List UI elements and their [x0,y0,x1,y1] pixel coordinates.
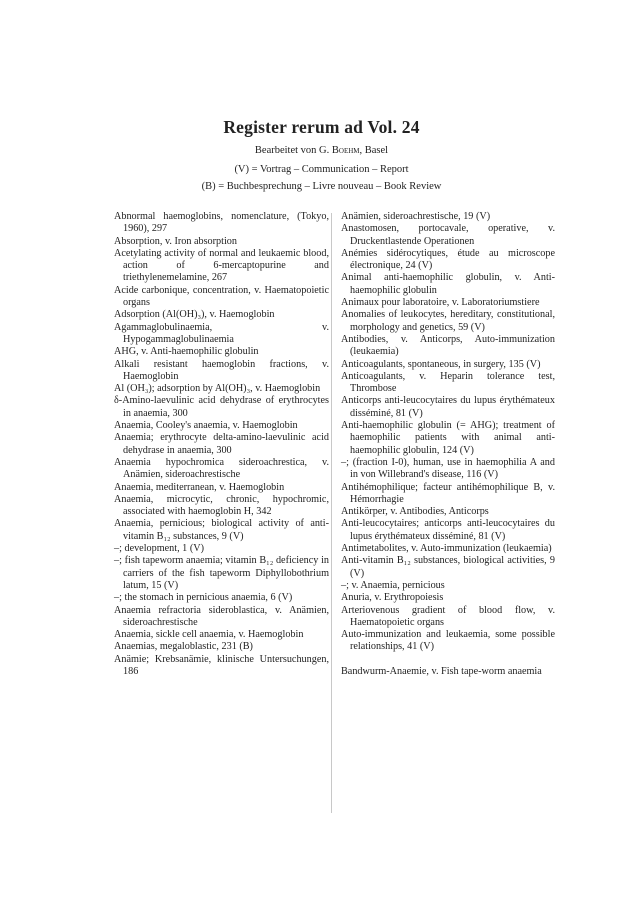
author-suffix: , Basel [359,145,389,156]
index-entry: –; the stomach in pernicious anaemia, 6 (V) [114,592,293,604]
author-line [0,145,643,156]
index-entry: Alkali resistant haemoglobin fractions, v. Haemoglobin [114,358,329,382]
index-entry: Acide carbonique, concentration, v. Haematopoietic organs [114,284,329,309]
index-entry: Al (OH₃); adsorption by Al(OH)₃, v. Haemoglobin [114,383,321,395]
index-entry: Auto-immunization and leukaemia, some possible relationships, 41 (V) [341,629,555,653]
page-title: Register rerum ad Vol. 24 [223,117,420,137]
legend-vortrag: (V) = Vortrag – Communication – Report [234,164,409,175]
index-entry: Acetylating activity of normal and leukaemic blood, action of 6-mercaptopurine and triethylenemelamine, 267 [114,247,329,284]
index-entry: Anémies sidérocytiques, étude au microscope électronique, 24 (V) [341,247,555,272]
index-entry: Anaemias, megaloblastic, 231 (B) [114,641,253,653]
index-entry: Agammaglobulinaemia, v. Hypogammaglobulinaemia [114,321,329,345]
index-entry: AHG, v. Anti-haemophilic globulin [114,346,259,358]
index-entry: Anämien, sideroachrestische, 19 (V) [341,211,491,222]
index-entry: Animaux pour laboratoire, v. Laboratoriumstiere [341,297,540,309]
author-name: Boehm [331,145,360,156]
index-entry: –; (fraction I-0), human, use in haemophilia A and in von Willebrand's disease, 116 (V) [341,456,555,481]
index-column-right [341,211,555,678]
index-entry: Anti-leucocytaires; anticorps anti-leucocytaires du lupus érythémateux disséminé, 81 (V) [341,518,555,542]
index-entry: δ-Amino-laevulinic acid dehydrase of erythrocytes in anaemia, 300 [114,395,329,419]
index-entry: Abnormal haemoglobins, nomenclature, (Tokyo, 1960), 297 [114,211,329,235]
index-entry: Bandwurm-Anaemie, v. Fish tape-worm anaemia [341,665,542,677]
index-entry: Anuria, v. Erythropoiesis [341,592,444,604]
legend-buchbesprechung: (B) = Buchbesprechung – Livre nouveau – Book Review [201,181,442,192]
index-entry: Anaemia, microcytic, chronic, hypochromic, associated with haemoglobin H, 342 [114,493,329,518]
index-entry: Anaemia, sickle cell anaemia, v. Haemoglobin [114,629,304,641]
index-entry: Anomalies of leukocytes, hereditary, constitutional, morphology and genetics, 59 (V) [341,309,555,333]
index-entry: Anaemia, mediterranean, v. Haemoglobin [114,481,285,493]
index-entry: Absorption, v. Iron absorption [114,235,237,247]
index-entry: Antimetabolites, v. Auto-immunization (leukaemia) [341,543,552,555]
index-entry: Antihémophilique; facteur antihémophilique B, v. Hémorrhagie [341,481,555,505]
index-entry: Anaemia hypochromica sideroachrestica, v. Anämien, sideroachrestische [114,456,329,481]
index-entry: –; v. Anaemia, pernicious [341,579,445,591]
author-prefix: Bearbeitet von G. [254,145,330,156]
index-entry: Anaemia; erythrocyte delta-amino-laevulinic acid dehydrase in anaemia, 300 [114,432,329,456]
index-entry: Arteriovenous gradient of blood flow, v. Haematopoietic organs [341,604,555,628]
index-entry: Anticoagulants, spontaneous, in surgery, 135 (V) [341,358,541,370]
index-entry: Anaemia, pernicious; biological activity of anti-vitamin B₁₂ substances, 9 (V) [114,518,329,542]
index-entry: Adsorption (Al(OH)₃), v. Haemoglobin [114,309,275,321]
column-divider [331,213,332,813]
index-column-left [114,211,329,678]
index-entry: Anaemia, Cooley's anaemia, v. Haemoglobin [114,420,298,432]
index-entry: Anti-vitamin B₁₂ substances, biological activities, 9 (V) [341,555,555,579]
index-entry: –; development, 1 (V) [114,543,204,555]
index-entry: Anti-haemophilic globulin (= AHG); treatment of haemophilic patients with animal anti-haemophilic globulin, 124 (V) [341,420,555,456]
index-entry: Anaemia refractoria sideroblastica, v. Anämien, sideroachrestische [114,604,329,628]
index-entry: Anticoagulants, v. Heparin tolerance test, Thrombose [341,370,555,395]
index-entry: Anastomosen, portocavale, operative, v. Druckentlastende Operationen [341,223,555,247]
index-entry: Antibodies, v. Anticorps, Auto-immunization (leukaemia) [341,333,555,358]
index-entry: Anämie; Krebsanämie, klinische Untersuchungen, 186 [114,653,329,677]
index-entry: Anticorps anti-leucocytaires du lupus érythémateux disséminé, 81 (V) [341,395,555,419]
index-entry: Animal anti-haemophilic globulin, v. Anti-haemophilic globulin [341,272,555,296]
index-entry: Antikörper, v. Antibodies, Anticorps [341,506,489,518]
index-entry: –; fish tapeworm anaemia; vitamin B₁₂ deficiency in carriers of the fish tapeworm Diphyllobothrium latum, 15 (V) [114,555,329,591]
